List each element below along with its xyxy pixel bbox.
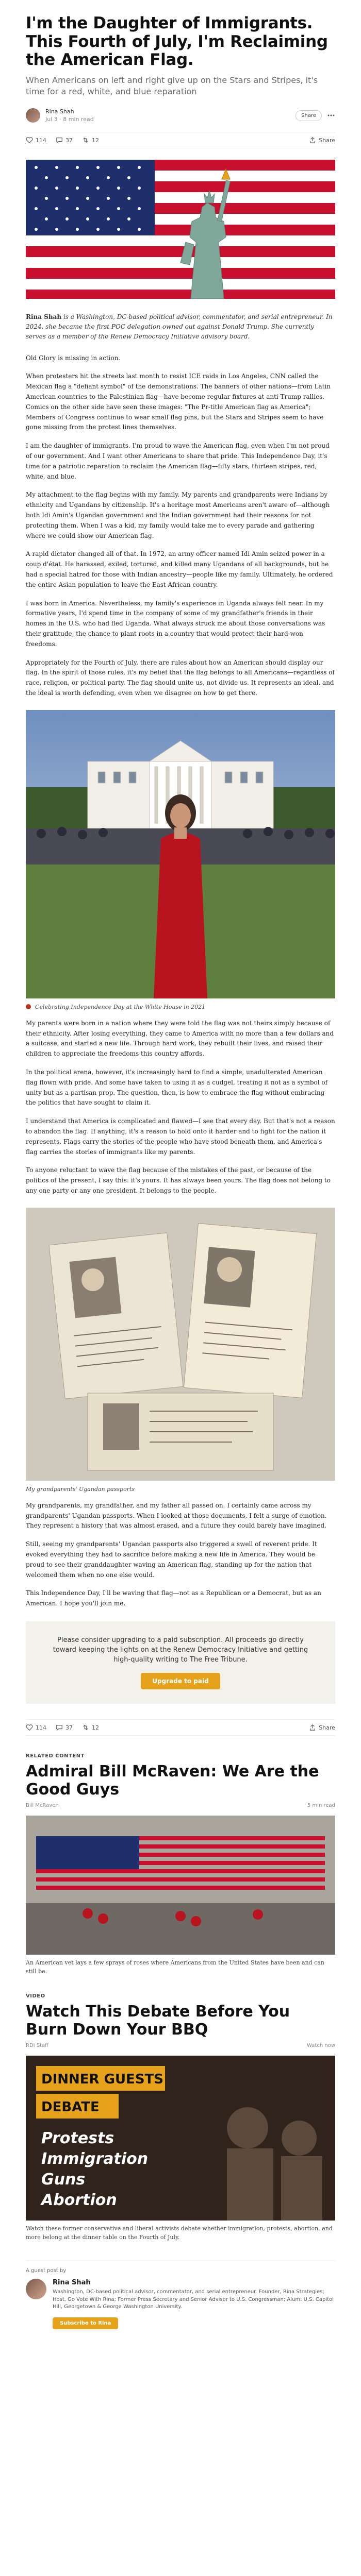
author-avatar[interactable] <box>26 108 40 123</box>
caption-bullet-icon <box>26 1004 31 1009</box>
related-author: Bill McRaven <box>26 1803 59 1809</box>
photo-caption-2 <box>26 1486 335 1493</box>
engagement-bar-bottom <box>26 1719 335 1736</box>
like-count: 114 <box>36 137 46 144</box>
passport-left <box>49 1233 183 1399</box>
share-button[interactable]: Share <box>296 110 322 121</box>
comment-count-bottom: 37 <box>65 1724 73 1731</box>
paragraph: My attachment to the flag begins with my family. My parents and grandparents were Indians by ethnicity and Ugandans by citizenship. It's a heritage most Americans aren't aware of—although both Idi Amin's Ugandan government and the Indian government had their reasons for not protecting them. When I was a kid, my family would take me to every parade and gathering where we could show our American flag. <box>26 491 330 539</box>
hero-illustration <box>26 160 335 299</box>
related-tag: VIDEO <box>26 1993 45 1999</box>
comment-button[interactable] <box>56 137 73 144</box>
comment-count: 37 <box>65 137 73 144</box>
topic-guns: Guns <box>41 2171 86 2189</box>
related-author: RDI Staff <box>26 2043 49 2049</box>
paragraph: I am the daughter of immigrants. I'm proud to wave the American flag, even when I'm not proud of our government. And I want other Americans to share that pride. This Independence Day, it's time for a patriotic reparation to reclaim the American flag—fifty stars, thirteen stripes, red, white, and blue. <box>26 442 330 480</box>
restack-count-bottom: 12 <box>92 1724 99 1731</box>
topic-immigration: Immigration <box>41 2150 149 2168</box>
comment-icon <box>56 137 63 144</box>
related-title[interactable]: Admiral Bill McRaven: We Are the Good Guys <box>26 1762 319 1799</box>
author-box-info <box>53 2279 335 2329</box>
author-bio-note <box>26 312 335 342</box>
photo-caption-2-text: My grandparents' Ugandan passports <box>26 1485 135 1493</box>
related-meta <box>26 1803 335 1808</box>
flag-wall-illustration <box>26 1816 335 1955</box>
byline-text <box>45 108 94 124</box>
article-title: I'm the Daughter of Immigrants. This Fourth of July, I'm Reclaiming the American Flag. <box>26 14 328 70</box>
share-action-bottom-label: Share <box>319 1724 335 1731</box>
comment-icon <box>56 1724 63 1731</box>
comment-button-bottom[interactable] <box>56 1724 73 1731</box>
paragraph: I was born in America. Nevertheless, my family's experience in Uganda always felt near. In my formative years, I'd spend time in the company of some of my grandfather's friends in their homes in the U.S. who had fled Uganda. What always struck me about those conversations was their gratitude, the chance to plant roots in a country that would protect their hard-won freedoms. <box>26 599 325 648</box>
passports-illustration <box>26 1208 335 1481</box>
related-watch-label: Watch now <box>307 2043 335 2049</box>
restack-button[interactable] <box>82 137 99 144</box>
related-read-time: 5 min read <box>307 1803 335 1809</box>
author-box-name[interactable]: Rina Shah <box>53 2279 91 2287</box>
subscribe-box <box>26 1621 335 1704</box>
related-caption: Watch these former conservative and liberal activists debate whether immigration, protests, abortion, and more belong at the dinner table on the Fourth of July. <box>26 2225 333 2241</box>
flag-wall-photo <box>26 1816 335 1955</box>
author-box-row <box>26 2279 335 2329</box>
passport-right <box>184 1223 316 1398</box>
related-post-2[interactable] <box>26 1993 335 2242</box>
paragraph: This Independence Day, I'll be waving that flag—not as a Republican or a Democrat, but as an American. I hope you'll join me. <box>26 1589 321 1607</box>
restack-button-bottom[interactable] <box>82 1724 99 1731</box>
article-column <box>26 0 335 2329</box>
white-house-photo <box>26 710 335 998</box>
author-box-label: A guest post by <box>26 2268 67 2274</box>
byline-actions <box>296 110 335 121</box>
heart-icon <box>26 137 33 144</box>
photo-caption-1-text: Celebrating Independence Day at the White House in 2021 <box>35 1003 206 1010</box>
related-meta <box>26 2043 335 2048</box>
paragraph: In the political arena, however, it's increasingly hard to find a simple, unadulterated American flag flown with pride. And some have taken to using it as a cudgel, treating it not as a symbol of unity but as a partisan prop. The question, then, is how to embrace the flag without embracing the politics that have sought to claim it. <box>26 1068 328 1107</box>
restack-icon <box>82 1724 89 1731</box>
paragraph: My grandparents, my grandfather, and my father all passed on. I certainly came across my grandparents' Ugandan passports. When I looked at those documents, I felt a surge of emotion. They represent a history that was almost erased, and a future they could barely have imagined. <box>26 1501 327 1530</box>
subscribe-text: Please consider upgrading to a paid subscription. All proceeds go directly toward keeping the lights on at the Renew Democracy Initiative and getting high-quality writing to The Free Tribune. <box>53 1636 308 1664</box>
bio-name: Rina Shah <box>26 313 62 321</box>
article-subtitle: When Americans on left and right give up on the Stars and Stripes, it's time for a red, white, and blue reparation <box>26 75 318 96</box>
white-house-illustration <box>26 710 335 998</box>
upgrade-button[interactable]: Upgrade to paid <box>141 1673 220 1689</box>
more-icon[interactable] <box>327 111 335 120</box>
engagement-bar-top <box>26 132 335 148</box>
debate-headline-1: DINNER GUESTS <box>41 2072 164 2088</box>
like-count-bottom: 114 <box>36 1724 46 1731</box>
restack-count: 12 <box>92 137 99 144</box>
passport-bottom <box>88 1393 273 1470</box>
photo-caption-1 <box>26 1004 335 1010</box>
author-box-bio: Washington, DC-based political advisor, commentator, and serial entrepreneur. Founder, Rina Strategies; Host, Go Vote With Rina; Former Press Secretary and Senior Advisor to U.S. Congressman; Alum: U.S. Capitol Hill, Georgetown & George Washington University. <box>53 2289 334 2310</box>
byline <box>26 106 335 125</box>
hero-image <box>26 160 335 299</box>
share-icon <box>309 1724 316 1731</box>
author-box-avatar[interactable] <box>26 2279 46 2299</box>
share-action-label: Share <box>319 137 335 144</box>
paragraph: A rapid dictator changed all of that. In 1972, an army officer named Idi Amin seized power in a coup d'état. He harassed, exiled, tortured, and killed many Ugandans of all backgrounds, but he had a special hatred for those with Indian ancestry—people like my family. Ultimately, he ordered the entire Asian population to leave the East African country. <box>26 550 333 588</box>
debate-illustration <box>26 2056 335 2221</box>
like-button[interactable] <box>26 137 46 144</box>
author-box <box>26 2260 335 2329</box>
paragraph: To anyone reluctant to wave the flag because of the mistakes of the past, or because of the politics of the present, I say this: it's yours. It has always been yours. The flag does not belong to any one party or any one president. It belongs to the people. <box>26 1166 331 1194</box>
debate-thumbnail[interactable] <box>26 2056 335 2221</box>
paragraph: Old Glory is missing in action. <box>26 354 121 362</box>
restack-icon <box>82 137 89 144</box>
share-action[interactable] <box>309 137 335 144</box>
share-action-bottom[interactable] <box>309 1724 335 1731</box>
passports-photo <box>26 1208 335 1481</box>
paragraph: My parents were born in a nation where they were told the flag was not theirs simply because of their ethnicity. After losing everything, they came to America with no more than a few dollars and a suitcase, and started a new life. Through hard work, they rebuilt their lives, and raised their children to appreciate the freedoms this country affords. <box>26 1019 334 1058</box>
related-tag: RELATED CONTENT <box>26 1753 85 1759</box>
related-post-1[interactable] <box>26 1753 335 1976</box>
paragraph: When protesters hit the streets last month to resist ICE raids in Los Angeles, CNN called the Mexican flag a "defiant symbol" of the demonstrations. The banners of other nations—from Latin American countries to the Palestinian flag—have become regular fixtures at anti-Trump rallies. Comics on the other side have seen these images: "The Pr-title American flag as America"; Members of Congress continue to wear small flag pins, but the Stars and Stripes seem to have gone missing from the protest lines themselves. <box>26 372 331 431</box>
related-title[interactable]: Watch This Debate Before You Burn Down Your BBQ <box>26 2003 290 2039</box>
paragraph: Appropriately for the Fourth of July, there are rules about how an American should display our flag. In the spirit of those rules, it's my belief that the flag belongs to all Americans—regardless of race, religion, or political party. The flag should unite us, not divide us. It represents an ideal, and the ideal is worth defending, even when we disagree on how to get there. <box>26 658 335 697</box>
debate-headline-2: DEBATE <box>41 2099 100 2115</box>
paragraph: Still, seeing my grandparents' Ugandan passports also triggered a swell of reverent pride. It evoked everything they had to sacrifice before making a new life in America. They would be proud to see their granddaughter waving an American flag, standing up for the nation that welcomed them when no one else would. <box>26 1540 317 1579</box>
paragraph: I understand that America is complicated and flawed—I see that every day. But that's not a reason to abandon the flag. If anything, it's a reason to hold onto it harder and to fight for the nation it represents. Flags carry the stories of the people who have stood beneath them, and America's flag carries the stories of immigrants like my parents. <box>26 1117 335 1156</box>
share-icon <box>309 137 316 144</box>
like-button-bottom[interactable] <box>26 1724 46 1731</box>
related-caption: An American vet lays a few sprays of roses where Americans from the United States have been and can still be. <box>26 1959 325 1975</box>
publish-date: Jul 3 · 8 min read <box>45 116 94 123</box>
topic-protests: Protests <box>41 2129 114 2148</box>
topic-abortion: Abortion <box>41 2191 117 2210</box>
bio-text: is a Washington, DC-based political advisor, commentator, and serial entrepreneur. In 2024, she became the first POC delegation owned out against Donald Trump. She currently serves as a member of the Renew Democracy Initiative advisory board. <box>26 313 333 341</box>
subscribe-author-button[interactable]: Subscribe to Rina <box>53 2317 118 2329</box>
author-name[interactable]: Rina Shah <box>45 108 74 115</box>
heart-icon <box>26 1724 33 1731</box>
